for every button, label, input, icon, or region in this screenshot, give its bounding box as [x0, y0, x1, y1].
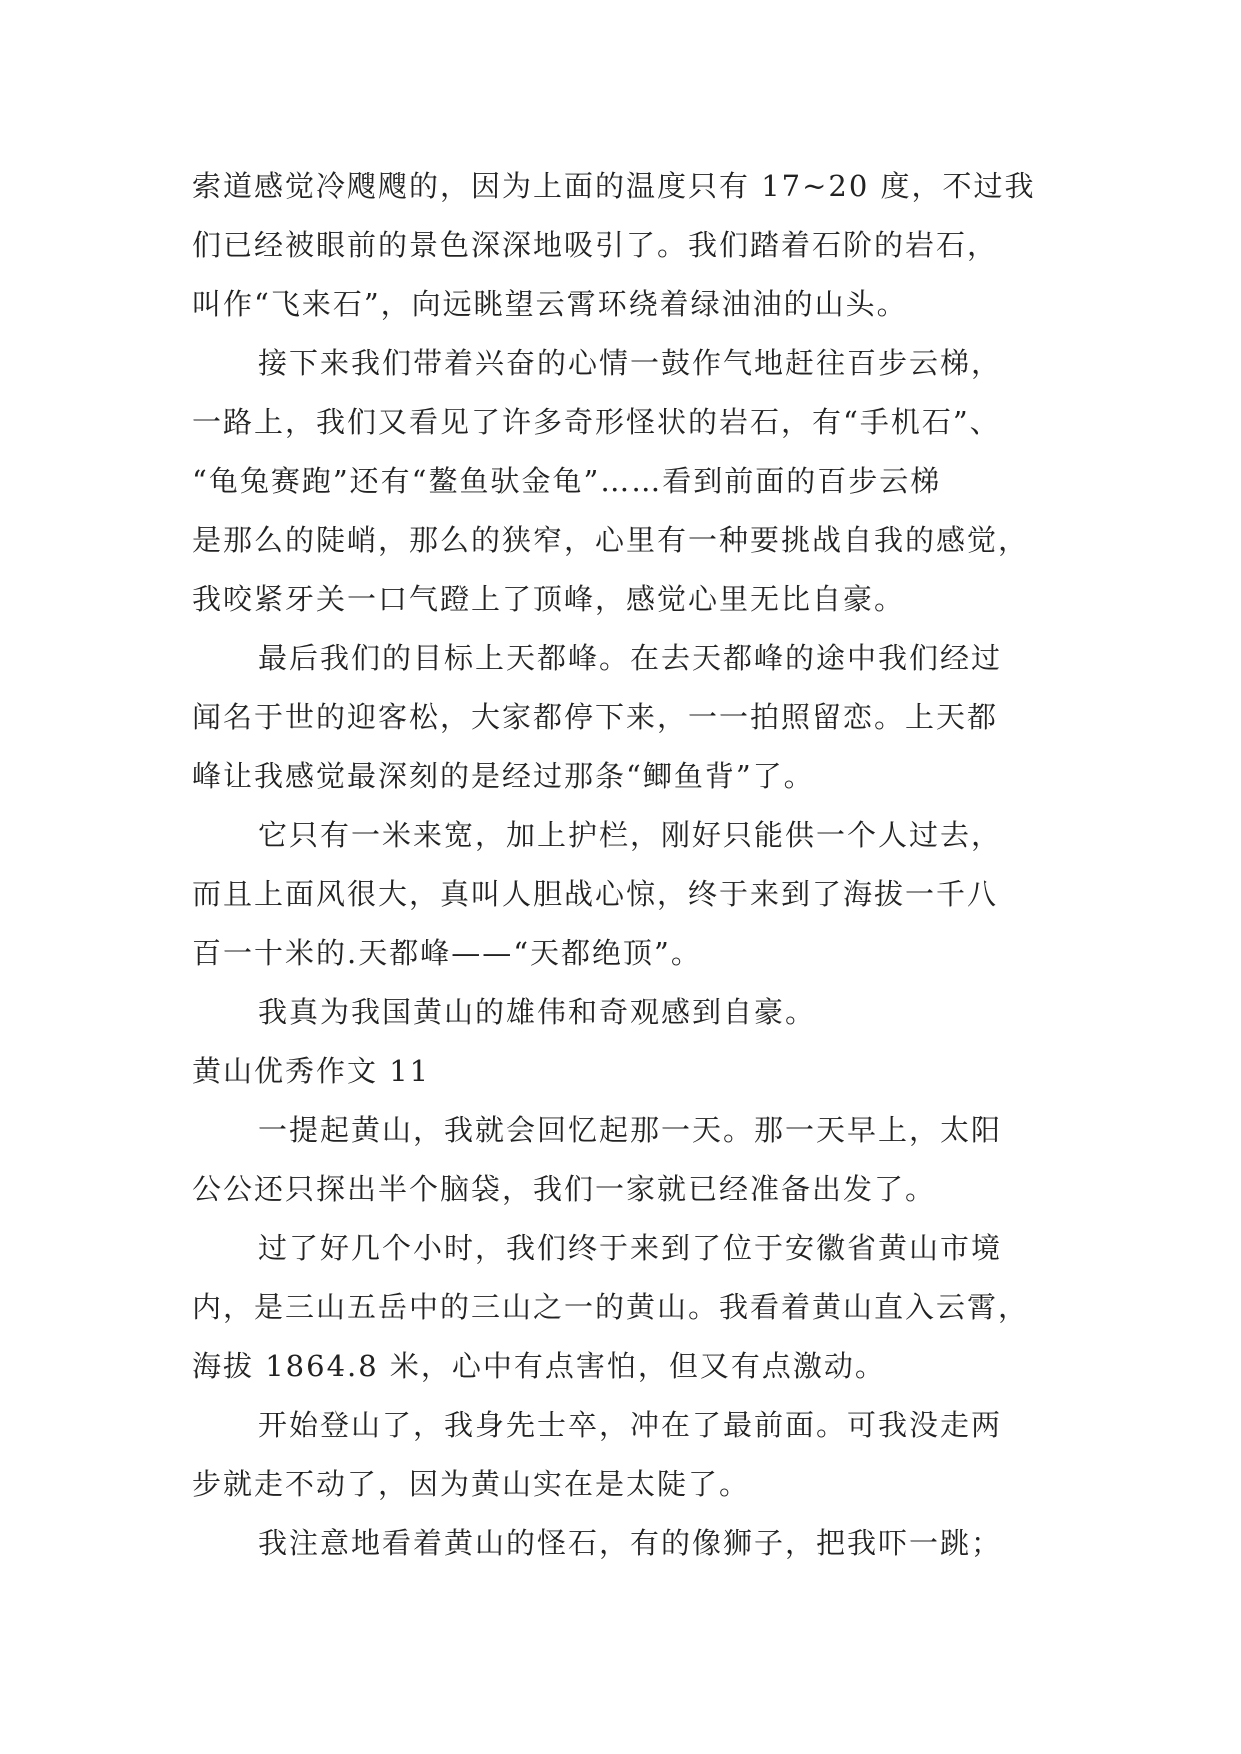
paragraph-first-line: 过了好几个小时，我们终于来到了位于安徽省黄山市境: [258, 1231, 1003, 1265]
text-line: 一路上，我们又看见了许多奇形怪状的岩石，有“手机石”、: [192, 405, 1001, 439]
paragraph-first-line: 最后我们的目标上天都峰。在去天都峰的途中我们经过: [258, 641, 1003, 675]
text-line: 我咬紧牙关一口气蹬上了顶峰，感觉心里无比自豪。: [192, 582, 906, 616]
text-line: “龟兔赛跑”还有“鳌鱼驮金龟”……看到前面的百步云梯: [192, 464, 942, 498]
paragraph-first-line: 我注意地看着黄山的怪石，有的像狮子，把我吓一跳；: [258, 1526, 1003, 1560]
paragraph-first-line: 一提起黄山，我就会回忆起那一天。那一天早上，太阳: [258, 1113, 1003, 1147]
section-heading: 黄山优秀作文 11: [192, 1054, 431, 1088]
text-line: 叫作“飞来石”，向远眺望云霄环绕着绿油油的山头。: [192, 287, 908, 321]
text-line: 公公还只探出半个脑袋，我们一家就已经准备出发了。: [192, 1172, 937, 1206]
text-line: 海拔 1864.8 米，心中有点害怕，但又有点激动。: [192, 1349, 886, 1383]
paragraph-first-line: 它只有一米来宽，加上护栏，刚好只能供一个人过去，: [258, 818, 1003, 852]
text-line: 闻名于世的迎客松，大家都停下来，一一拍照留恋。上天都: [192, 700, 999, 734]
text-line: 内，是三山五岳中的三山之一的黄山。我看着黄山直入云霄，: [192, 1290, 1030, 1324]
text-line: 是那么的陡峭，那么的狭窄，心里有一种要挑战自我的感觉，: [192, 523, 1030, 557]
text-line: 而且上面风很大，真叫人胆战心惊，终于来到了海拔一千八: [192, 877, 999, 911]
text-line: 步就走不动了，因为黄山实在是太陡了。: [192, 1467, 751, 1501]
text-line: 们已经被眼前的景色深深地吸引了。我们踏着石阶的岩石，: [192, 228, 999, 262]
paragraph-first-line: 开始登山了，我身先士卒，冲在了最前面。可我没走两: [258, 1408, 1003, 1442]
paragraph-first-line: 接下来我们带着兴奋的心情一鼓作气地赶往百步云梯，: [258, 346, 1003, 380]
text-line: 索道感觉冷飕飕的，因为上面的温度只有 17~20 度，不过我: [192, 169, 1036, 203]
text-line: 峰让我感觉最深刻的是经过那条“鲫鱼背”了。: [192, 759, 815, 793]
paragraph-first-line: 我真为我国黄山的雄伟和奇观感到自豪。: [258, 995, 817, 1029]
text-line: 百一十米的.天都峰——“天都绝顶”。: [192, 936, 702, 970]
